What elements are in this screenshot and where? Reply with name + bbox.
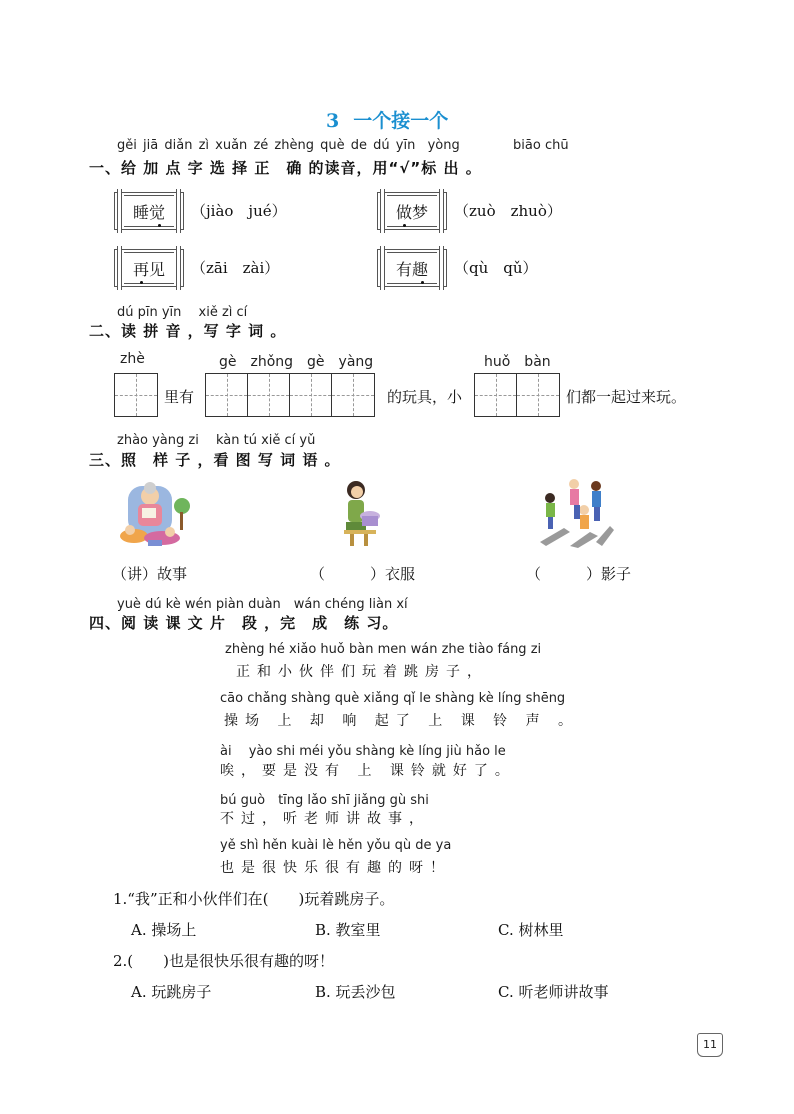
emphasis-dot [403, 224, 406, 227]
word-scroll-3 [114, 249, 184, 287]
section3-pinyin: zhào yàng zi kàn tú xiě cí yǔ [117, 433, 316, 448]
text-dewanju: 的玩具，小 [387, 388, 463, 406]
passage-pinyin-5: yě shì hěn kuài lè hěn yǒu qù de ya [220, 838, 452, 853]
word-shuijiao: 睡觉 [132, 203, 165, 222]
section1-pinyin: gěi jiā diǎn zì xuǎn zé zhèng què de dú yīn yòng [117, 138, 460, 153]
section4-heading: 四、阅 读 课 文 片 段 ，完 成 练 习。 [89, 614, 399, 632]
text-liyou: 里有 [164, 388, 195, 406]
word-zuomeng: 做梦 [395, 203, 428, 222]
options-2[interactable]: （zuò zhuò） [454, 202, 562, 220]
question-1-stem: 1.“我”正和小伙伴们在( )玩着跳房子。 [113, 890, 395, 908]
word-scroll-4 [377, 249, 447, 287]
lesson-name: 一个接一个 [353, 110, 449, 132]
section2-heading: 二、读 拼 音 ，写 字 词 。 [89, 322, 287, 340]
passage-pinyin-4: bú guò tīng lǎo shī jiǎng gù shi [220, 793, 429, 808]
passage-pinyin-3: ài yào shi méi yǒu shàng kè líng jiù hǎo le [220, 744, 506, 759]
options-4[interactable]: （qù qǔ） [454, 259, 538, 277]
blank-yingzi[interactable]: （ ）影子 [526, 565, 632, 583]
question-1-option-b[interactable]: B. 教室里 [315, 921, 381, 939]
emphasis-dot [140, 281, 143, 284]
passage-pinyin-1: zhèng hé xiǎo huǒ bàn men wán zhe tiào fáng zi [225, 642, 542, 657]
passage-line-5: 也是很快乐很有趣的呀！ [220, 860, 451, 876]
section1-pinyin-tail: biāo chū [513, 138, 569, 153]
options-3[interactable]: （zāi zài） [191, 259, 280, 277]
passage-line-4: 不过，听老师讲故事， [220, 811, 430, 827]
lesson-title [326, 106, 448, 133]
writing-grid-2[interactable] [205, 373, 375, 417]
word-scroll-2 [377, 192, 447, 230]
question-2-option-a[interactable]: A. 玩跳房子 [131, 983, 212, 1001]
pinyin-zhe: zhè [120, 351, 145, 367]
writing-grid-1[interactable] [114, 373, 158, 417]
word-zaijian: 再见 [132, 260, 165, 279]
children-playing-shadows-illustration [530, 476, 614, 550]
question-2-option-b[interactable]: B. 玩丢沙包 [315, 983, 396, 1001]
writing-cell[interactable] [332, 374, 374, 416]
emphasis-dot [421, 281, 424, 284]
writing-cell[interactable] [248, 374, 290, 416]
passage-line-2: 操场 上 却 响 起了 上 课 铃 声 。 [224, 713, 580, 729]
question-2-stem: 2.( )也是很快乐很有趣的呀！ [113, 952, 335, 970]
text-mendouyiqi: 们都一起过来玩。 [566, 388, 687, 406]
word-youqu: 有趣 [395, 260, 428, 279]
writing-cell[interactable] [115, 374, 157, 416]
section4-pinyin: yuè dú kè wén piàn duàn wán chéng liàn xí [117, 597, 408, 612]
options-1[interactable]: （jiào jué） [191, 202, 287, 220]
passage-pinyin-2: cāo chǎng shàng què xiǎng qǐ le shàng kè líng shēng [220, 691, 566, 706]
section2-pinyin: dú pīn yīn xiě zì cí [117, 305, 248, 320]
writing-grid-3[interactable] [474, 373, 560, 417]
word-scroll-1 [114, 192, 184, 230]
page-number: 11 [697, 1033, 723, 1057]
section3-heading: 三、照 样 子 ，看 图 写 词 语 。 [89, 451, 341, 469]
label-jiang-gushi: （讲）故事 [112, 565, 188, 583]
pinyin-huoban: huǒ bàn [484, 354, 551, 370]
passage-line-3: 唉，要是没有 上 课铃就好了。 [220, 763, 516, 779]
writing-cell[interactable] [290, 374, 332, 416]
question-2-option-c[interactable]: C. 听老师讲故事 [498, 983, 609, 1001]
woman-washing-clothes-illustration [336, 478, 384, 550]
writing-cell[interactable] [517, 374, 559, 416]
question-1-option-c[interactable]: C. 树林里 [498, 921, 564, 939]
section1-heading: 一、给 加 点 字 选 择 正 确 的读音，用“√”标 出 。 [89, 159, 482, 177]
writing-cell[interactable] [206, 374, 248, 416]
lesson-number: 3 [326, 110, 340, 132]
blank-yifu[interactable]: （ ）衣服 [310, 565, 416, 583]
grandma-storytelling-illustration [112, 478, 196, 550]
pinyin-gezhonggeyang: gè zhǒng gè yàng [219, 354, 374, 370]
writing-cell[interactable] [475, 374, 517, 416]
question-1-option-a[interactable]: A. 操场上 [131, 921, 197, 939]
passage-line-1: 正和小伙伴们玩着跳房子， [236, 664, 488, 680]
emphasis-dot [158, 224, 161, 227]
